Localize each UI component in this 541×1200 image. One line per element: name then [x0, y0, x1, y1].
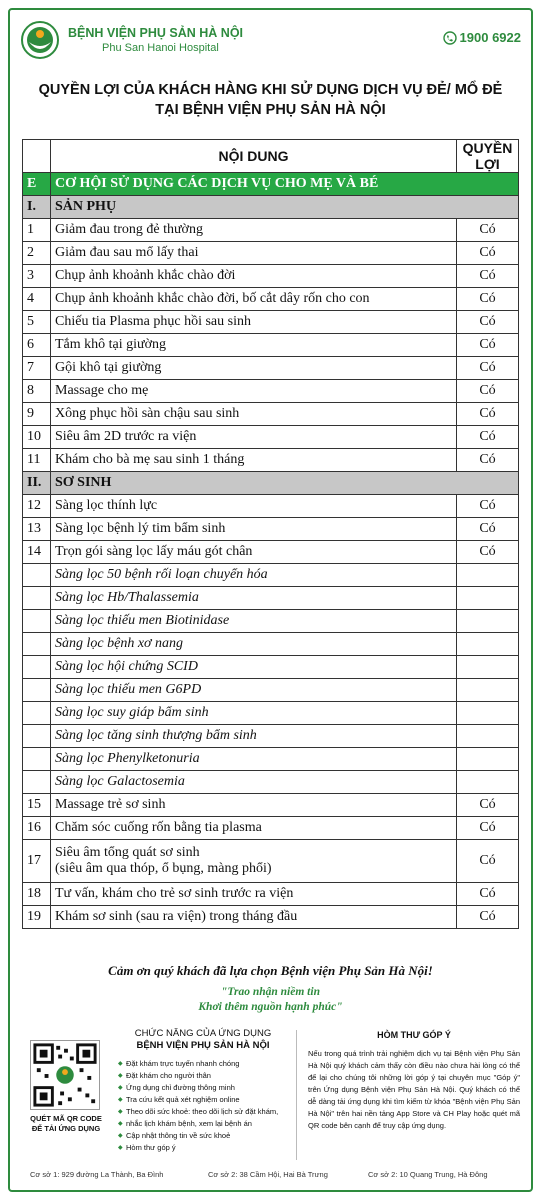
- row-number: 10: [23, 426, 51, 449]
- table-row: [23, 883, 519, 906]
- table-row: [23, 380, 519, 403]
- row-content: Sàng lọc bệnh xơ nang: [51, 633, 457, 656]
- row-rights: Có: [457, 883, 519, 906]
- row-rights: Có: [457, 518, 519, 541]
- feedback-body: Nếu trong quá trình trải nghiệm dịch vụ tại Bệnh viện Phụ Sản Hà Nội quý khách cảm thấy còn điều nào chưa hài lòng có thể để lại cho chúng tôi những lời góp ý tại chuyên mục "Góp ý" trên Ứng dụng Bệnh viện Phụ Sản Hà Nội. Quý khách có thể dễ dàng tải ứng dụng khi tìm kiếm từ khóa "Bệnh viện Phụ Sản Hà Nội" trên hai nền tảng App Store và CH Play hoặc quét mã QR code bên cạnh để truy cập ứng dụng.: [308, 1049, 520, 1130]
- row-number: [23, 587, 51, 610]
- row-rights: [457, 656, 519, 679]
- row-number: [23, 748, 51, 771]
- row-number: 6: [23, 334, 51, 357]
- row-content: Sàng lọc suy giáp bẩm sinh: [51, 702, 457, 725]
- row-rights: Có: [457, 840, 519, 883]
- row-rights: Có: [457, 426, 519, 449]
- row-number: 18: [23, 883, 51, 906]
- header-content-cell: NỘI DUNG: [51, 140, 457, 173]
- row-rights: Có: [457, 311, 519, 334]
- row-rights: [457, 610, 519, 633]
- rights-table: [22, 139, 519, 929]
- row-rights: [457, 725, 519, 748]
- app-feature-item: ◆ Đặt khám trực tuyến nhanh chóng: [118, 1058, 288, 1070]
- section-code: I.: [23, 196, 51, 219]
- row-content: Tư vấn, khám cho trẻ sơ sinh trước ra viện: [51, 883, 457, 906]
- row-content: [51, 840, 457, 883]
- row-content: Xông phục hồi sàn chậu sau sinh: [51, 403, 457, 426]
- app-feature-item: ◆ Cập nhật thông tin về sức khoẻ: [118, 1130, 288, 1142]
- address-3: Cơ sở 2: 10 Quang Trung, Hà Đông: [368, 1170, 488, 1179]
- address-2: Cơ sở 2: 38 Cầm Hội, Hai Bà Trưng: [208, 1170, 328, 1179]
- section-label: CƠ HỘI SỬ DỤNG CÁC DỊCH VỤ CHO MẸ VÀ BÉ: [51, 173, 519, 196]
- row-number: 17: [23, 840, 51, 883]
- table-subrow: [23, 725, 519, 748]
- table-subrow: [23, 748, 519, 771]
- row-content: Sàng lọc Hb/Thalassemia: [51, 587, 457, 610]
- row-content: Khám cho bà mẹ sau sinh 1 tháng: [51, 449, 457, 472]
- row-content: Chăm sóc cuống rốn bằng tia plasma: [51, 817, 457, 840]
- brand-name: BỆNH VIỆN PHỤ SẢN HÀ NỘI: [68, 26, 244, 40]
- row-number: 13: [23, 518, 51, 541]
- row-content-line1: Siêu âm tổng quát sơ sinh: [55, 845, 200, 860]
- row-rights: [457, 633, 519, 656]
- table-subrow: [23, 656, 519, 679]
- table-row: [23, 817, 519, 840]
- header-rights-line2: LỢI: [475, 156, 500, 172]
- qr-code[interactable]: [30, 1040, 100, 1110]
- header: [16, 16, 525, 64]
- section-2-row: [23, 472, 519, 495]
- row-content: Sàng lọc thiếu men G6PD: [51, 679, 457, 702]
- row-rights: [457, 771, 519, 794]
- row-rights: Có: [457, 334, 519, 357]
- row-content: Sàng lọc 50 bệnh rối loạn chuyển hóa: [51, 564, 457, 587]
- table-row: [23, 403, 519, 426]
- table-row: [23, 541, 519, 564]
- row-number: [23, 679, 51, 702]
- row-content: Sàng lọc tăng sinh thượng bẩm sinh: [51, 725, 457, 748]
- table-row: [23, 311, 519, 334]
- feedback-box: [308, 1030, 520, 1132]
- row-rights: Có: [457, 219, 519, 242]
- row-content: Chụp ảnh khoảnh khắc chào đời: [51, 265, 457, 288]
- header-index-cell: [23, 140, 51, 173]
- row-content: Chụp ảnh khoảnh khắc chào đời, bố cắt dây rốn cho con: [51, 288, 457, 311]
- row-content: Sàng lọc thiếu men Biotinidase: [51, 610, 457, 633]
- slogan: [16, 985, 525, 1015]
- footer-divider: [296, 1030, 297, 1160]
- table-subrow: [23, 564, 519, 587]
- row-content: Chiếu tia Plasma phục hồi sau sinh: [51, 311, 457, 334]
- table-row: [23, 426, 519, 449]
- app-feature-item: ◆ Theo dõi sức khoẻ: theo dõi lịch sử đặt khám,: [118, 1106, 288, 1118]
- row-content: Sàng lọc thính lực: [51, 495, 457, 518]
- table-row: [23, 906, 519, 929]
- feedback-title: HÒM THƯ GÓP Ý: [377, 1030, 451, 1040]
- thank-you-message: Cảm ơn quý khách đã lựa chọn Bệnh viện Phụ Sản Hà Nội!: [108, 963, 433, 978]
- row-content: Giảm đau sau mổ lấy thai: [51, 242, 457, 265]
- table-subrow: [23, 771, 519, 794]
- row-rights: Có: [457, 265, 519, 288]
- row-number: [23, 725, 51, 748]
- app-feature-item: ◆ nhắc lịch khám bệnh, xem lại bệnh án: [118, 1118, 288, 1130]
- table-row: [23, 449, 519, 472]
- row-number: 19: [23, 906, 51, 929]
- table-subrow: [23, 633, 519, 656]
- app-feature-item: ◆ Tra cứu kết quả xét nghiệm online: [118, 1094, 288, 1106]
- row-number: 3: [23, 265, 51, 288]
- table-row: [23, 840, 519, 883]
- row-number: [23, 633, 51, 656]
- row-number: 11: [23, 449, 51, 472]
- row-rights: Có: [457, 906, 519, 929]
- app-title-line2: BỆNH VIỆN PHỤ SẢN HÀ NỘI: [136, 1040, 270, 1051]
- table-row: [23, 242, 519, 265]
- header-rights-cell: [457, 140, 519, 173]
- row-number: [23, 564, 51, 587]
- table-row: [23, 334, 519, 357]
- row-content: Massage cho mẹ: [51, 380, 457, 403]
- row-rights: Có: [457, 288, 519, 311]
- qr-caption: [22, 1114, 110, 1134]
- table-subrow: [23, 587, 519, 610]
- table-row: [23, 495, 519, 518]
- row-number: [23, 656, 51, 679]
- row-number: 1: [23, 219, 51, 242]
- row-content: Sàng lọc hội chứng SCID: [51, 656, 457, 679]
- page-title-line2: TẠI BỆNH VIỆN PHỤ SẢN HÀ NỘI: [155, 102, 386, 118]
- row-rights: Có: [457, 380, 519, 403]
- row-content: Sàng lọc Galactosemia: [51, 771, 457, 794]
- row-number: 4: [23, 288, 51, 311]
- row-content: Tắm khô tại giường: [51, 334, 457, 357]
- table-row: [23, 288, 519, 311]
- row-rights: [457, 702, 519, 725]
- section-code: II.: [23, 472, 51, 495]
- hotline-number: 1900 6922: [459, 30, 521, 45]
- app-features: [118, 1028, 288, 1154]
- row-content: Sàng lọc bệnh lý tim bẩm sinh: [51, 518, 457, 541]
- phone-icon: [443, 31, 457, 45]
- row-rights: [457, 587, 519, 610]
- section-e-row: [23, 173, 519, 196]
- table-header-row: [23, 140, 519, 173]
- row-number: 14: [23, 541, 51, 564]
- row-content: Siêu âm 2D trước ra viện: [51, 426, 457, 449]
- row-content: Massage trẻ sơ sinh: [51, 794, 457, 817]
- row-rights: Có: [457, 794, 519, 817]
- table-row: [23, 219, 519, 242]
- row-rights: Có: [457, 449, 519, 472]
- qr-caption-line2: ĐỂ TẢI ỨNG DỤNG: [31, 1124, 101, 1133]
- slogan-line1: "Trao nhận niềm tin: [221, 986, 320, 998]
- row-rights: Có: [457, 403, 519, 426]
- row-content: Trọn gói sàng lọc lấy máu gót chân: [51, 541, 457, 564]
- table-row: [23, 265, 519, 288]
- row-content: Sàng lọc Phenylketonuria: [51, 748, 457, 771]
- qr-caption-line1: QUÉT MÃ QR CODE: [30, 1114, 102, 1123]
- row-number: 9: [23, 403, 51, 426]
- app-feature-list: [118, 1058, 288, 1154]
- row-number: [23, 771, 51, 794]
- row-rights: Có: [457, 495, 519, 518]
- table-row: [23, 794, 519, 817]
- row-number: 5: [23, 311, 51, 334]
- table-row: [23, 357, 519, 380]
- row-content: Khám sơ sinh (sau ra viện) trong tháng đầu: [51, 906, 457, 929]
- table-subrow: [23, 610, 519, 633]
- row-content: Giảm đau trong đẻ thường: [51, 219, 457, 242]
- address-1: Cơ sở 1: 929 đường La Thành, Ba Đình: [30, 1170, 164, 1179]
- row-number: 2: [23, 242, 51, 265]
- row-number: 16: [23, 817, 51, 840]
- row-rights: [457, 748, 519, 771]
- page-title-line1: QUYỀN LỢI CỦA KHÁCH HÀNG KHI SỬ DỤNG DỊCH VỤ ĐẺ/ MỔ ĐẺ: [38, 82, 503, 98]
- row-content: Gội khô tại giường: [51, 357, 457, 380]
- table-row: [23, 518, 519, 541]
- row-rights: Có: [457, 541, 519, 564]
- row-rights: Có: [457, 357, 519, 380]
- row-number: 12: [23, 495, 51, 518]
- row-rights: Có: [457, 817, 519, 840]
- row-rights: Có: [457, 242, 519, 265]
- row-number: [23, 702, 51, 725]
- section-code: E: [23, 173, 51, 196]
- row-number: 15: [23, 794, 51, 817]
- app-features-title: [118, 1028, 288, 1052]
- section-1-row: [23, 196, 519, 219]
- hospital-logo-icon: [20, 20, 60, 60]
- row-rights: [457, 679, 519, 702]
- app-feature-item: ◆ Đặt khám cho người thân: [118, 1070, 288, 1082]
- row-content-line2: (siêu âm qua thóp, ổ bụng, màng phổi): [55, 861, 272, 876]
- hotline[interactable]: [443, 30, 521, 45]
- table-subrow: [23, 702, 519, 725]
- row-number: 8: [23, 380, 51, 403]
- qr-code-icon: [31, 1041, 99, 1109]
- section-label: SẢN PHỤ: [51, 196, 519, 219]
- app-feature-item: ◆ Ứng dụng chỉ đường thông minh: [118, 1082, 288, 1094]
- app-title-line1: CHỨC NĂNG CỦA ỨNG DỤNG: [134, 1028, 272, 1039]
- row-rights: [457, 564, 519, 587]
- brand-subtitle: Phu San Hanoi Hospital: [102, 42, 219, 54]
- section-label: SƠ SINH: [51, 472, 519, 495]
- page-title: [16, 80, 525, 120]
- row-number: 7: [23, 357, 51, 380]
- table-subrow: [23, 679, 519, 702]
- header-rights-line1: QUYỀN: [462, 140, 513, 156]
- app-feature-item: ◆ Hòm thư góp ý: [118, 1142, 288, 1154]
- slogan-line2: Khơi thêm nguồn hạnh phúc": [198, 1001, 343, 1013]
- row-number: [23, 610, 51, 633]
